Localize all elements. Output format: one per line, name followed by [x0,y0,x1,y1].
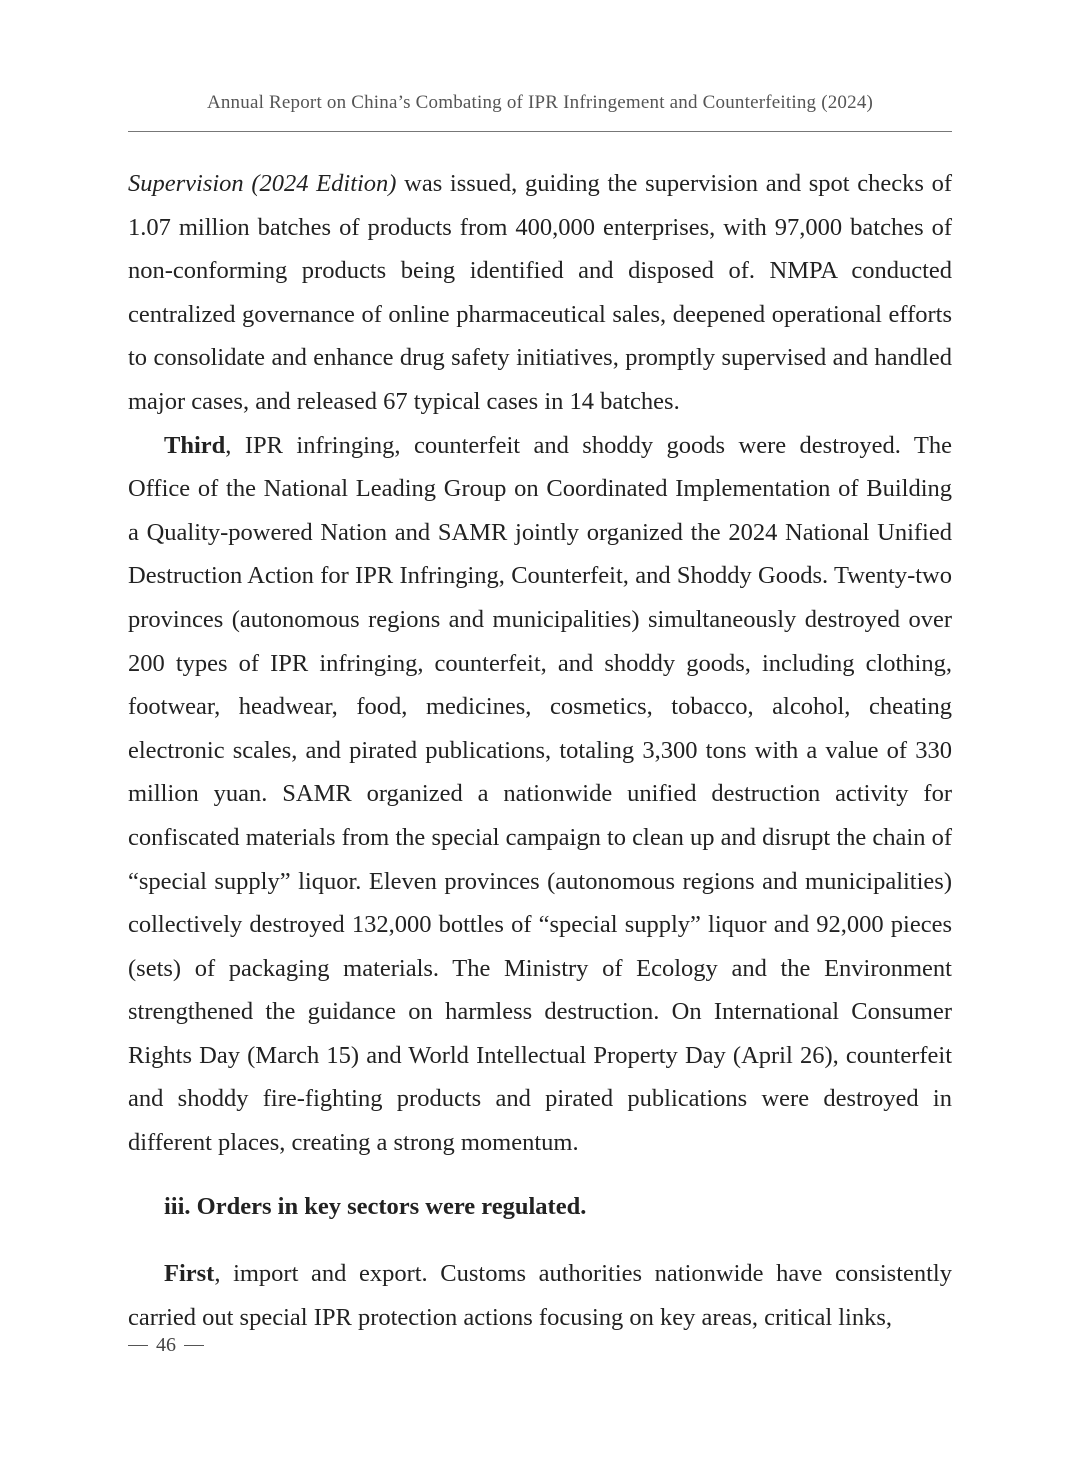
running-header: Annual Report on China’s Combating of IPR Infringement and Counterfeiting (2024) [206,92,874,113]
paragraph-lead-word: Third [164,431,226,459]
paragraph-third [128,424,952,1165]
paragraph-text: was issued, guiding the supervision and spot checks of 1.07 million batches of products from 400,000 enterprises, with 97,000 batches of non-conforming products being identified and disposed of. NMPA conducted centralized governance of online pharmaceutical sales, deepened operational efforts to consolidate and enhance drug safety initiatives, promptly supervised and handled major cases, and released 67 typical cases in 14 batches. [128,170,952,415]
body-text-continued [128,1252,952,1339]
section-heading: iii. Orders in key sectors were regulated. [164,1193,587,1220]
header-rule [128,131,952,132]
page-number: 46 [156,1334,176,1356]
body-text [128,162,952,1165]
footer-dash-right [184,1345,204,1346]
paragraph-text: , IPR infringing, counterfeit and shoddy goods were destroyed. The Office of the National Leading Group on Coordinated Implementation of Building a Quality-powered Nation and SAMR jointly organized the 2024 National Unified Destruction Action for IPR Infringing, Counterfeit, and Shoddy Goods. Twenty-two provinces (autonomous regions and municipalities) simultaneously destroyed over 200 types of IPR infringing, counterfeit, and shoddy goods, including clothing, footwear, headwear, food, medicines, cosmetics, tobacco, alcohol, cheating electronic scales, and pirated publications, totaling 3,300 tons with a value of 330 million yuan. SAMR organized a nationwide unified destruction activity for confiscated materials from the special campaign to clean up and disrupt the chain of “special supply” liquor. Eleven provinces (autonomous regions and municipalities) collectively destroyed 132,000 bottles of “special supply” liquor and 92,000 pieces (sets) of packaging materials. The Ministry of Ecology and the Environment strengthened the guidance on harmless destruction. On International Consumer Rights Day (March 15) and World Intellectual Property Day (April 26), counterfeit and shoddy fire-fighting products and pirated publications were destroyed in different places, creating a strong momentum. [128,431,952,1157]
document-title-italic: Supervision (2024 Edition) [128,170,397,197]
paragraph-continuation [128,162,952,424]
paragraph-text: , import and export. Customs authorities nationwide have consistently carried out special IPR protection actions focusing on key areas, critical links, [128,1260,952,1331]
paragraph-lead-word: First [164,1260,215,1287]
footer-dash-left [128,1345,148,1346]
page-footer [128,1334,204,1357]
paragraph-first [128,1252,952,1339]
